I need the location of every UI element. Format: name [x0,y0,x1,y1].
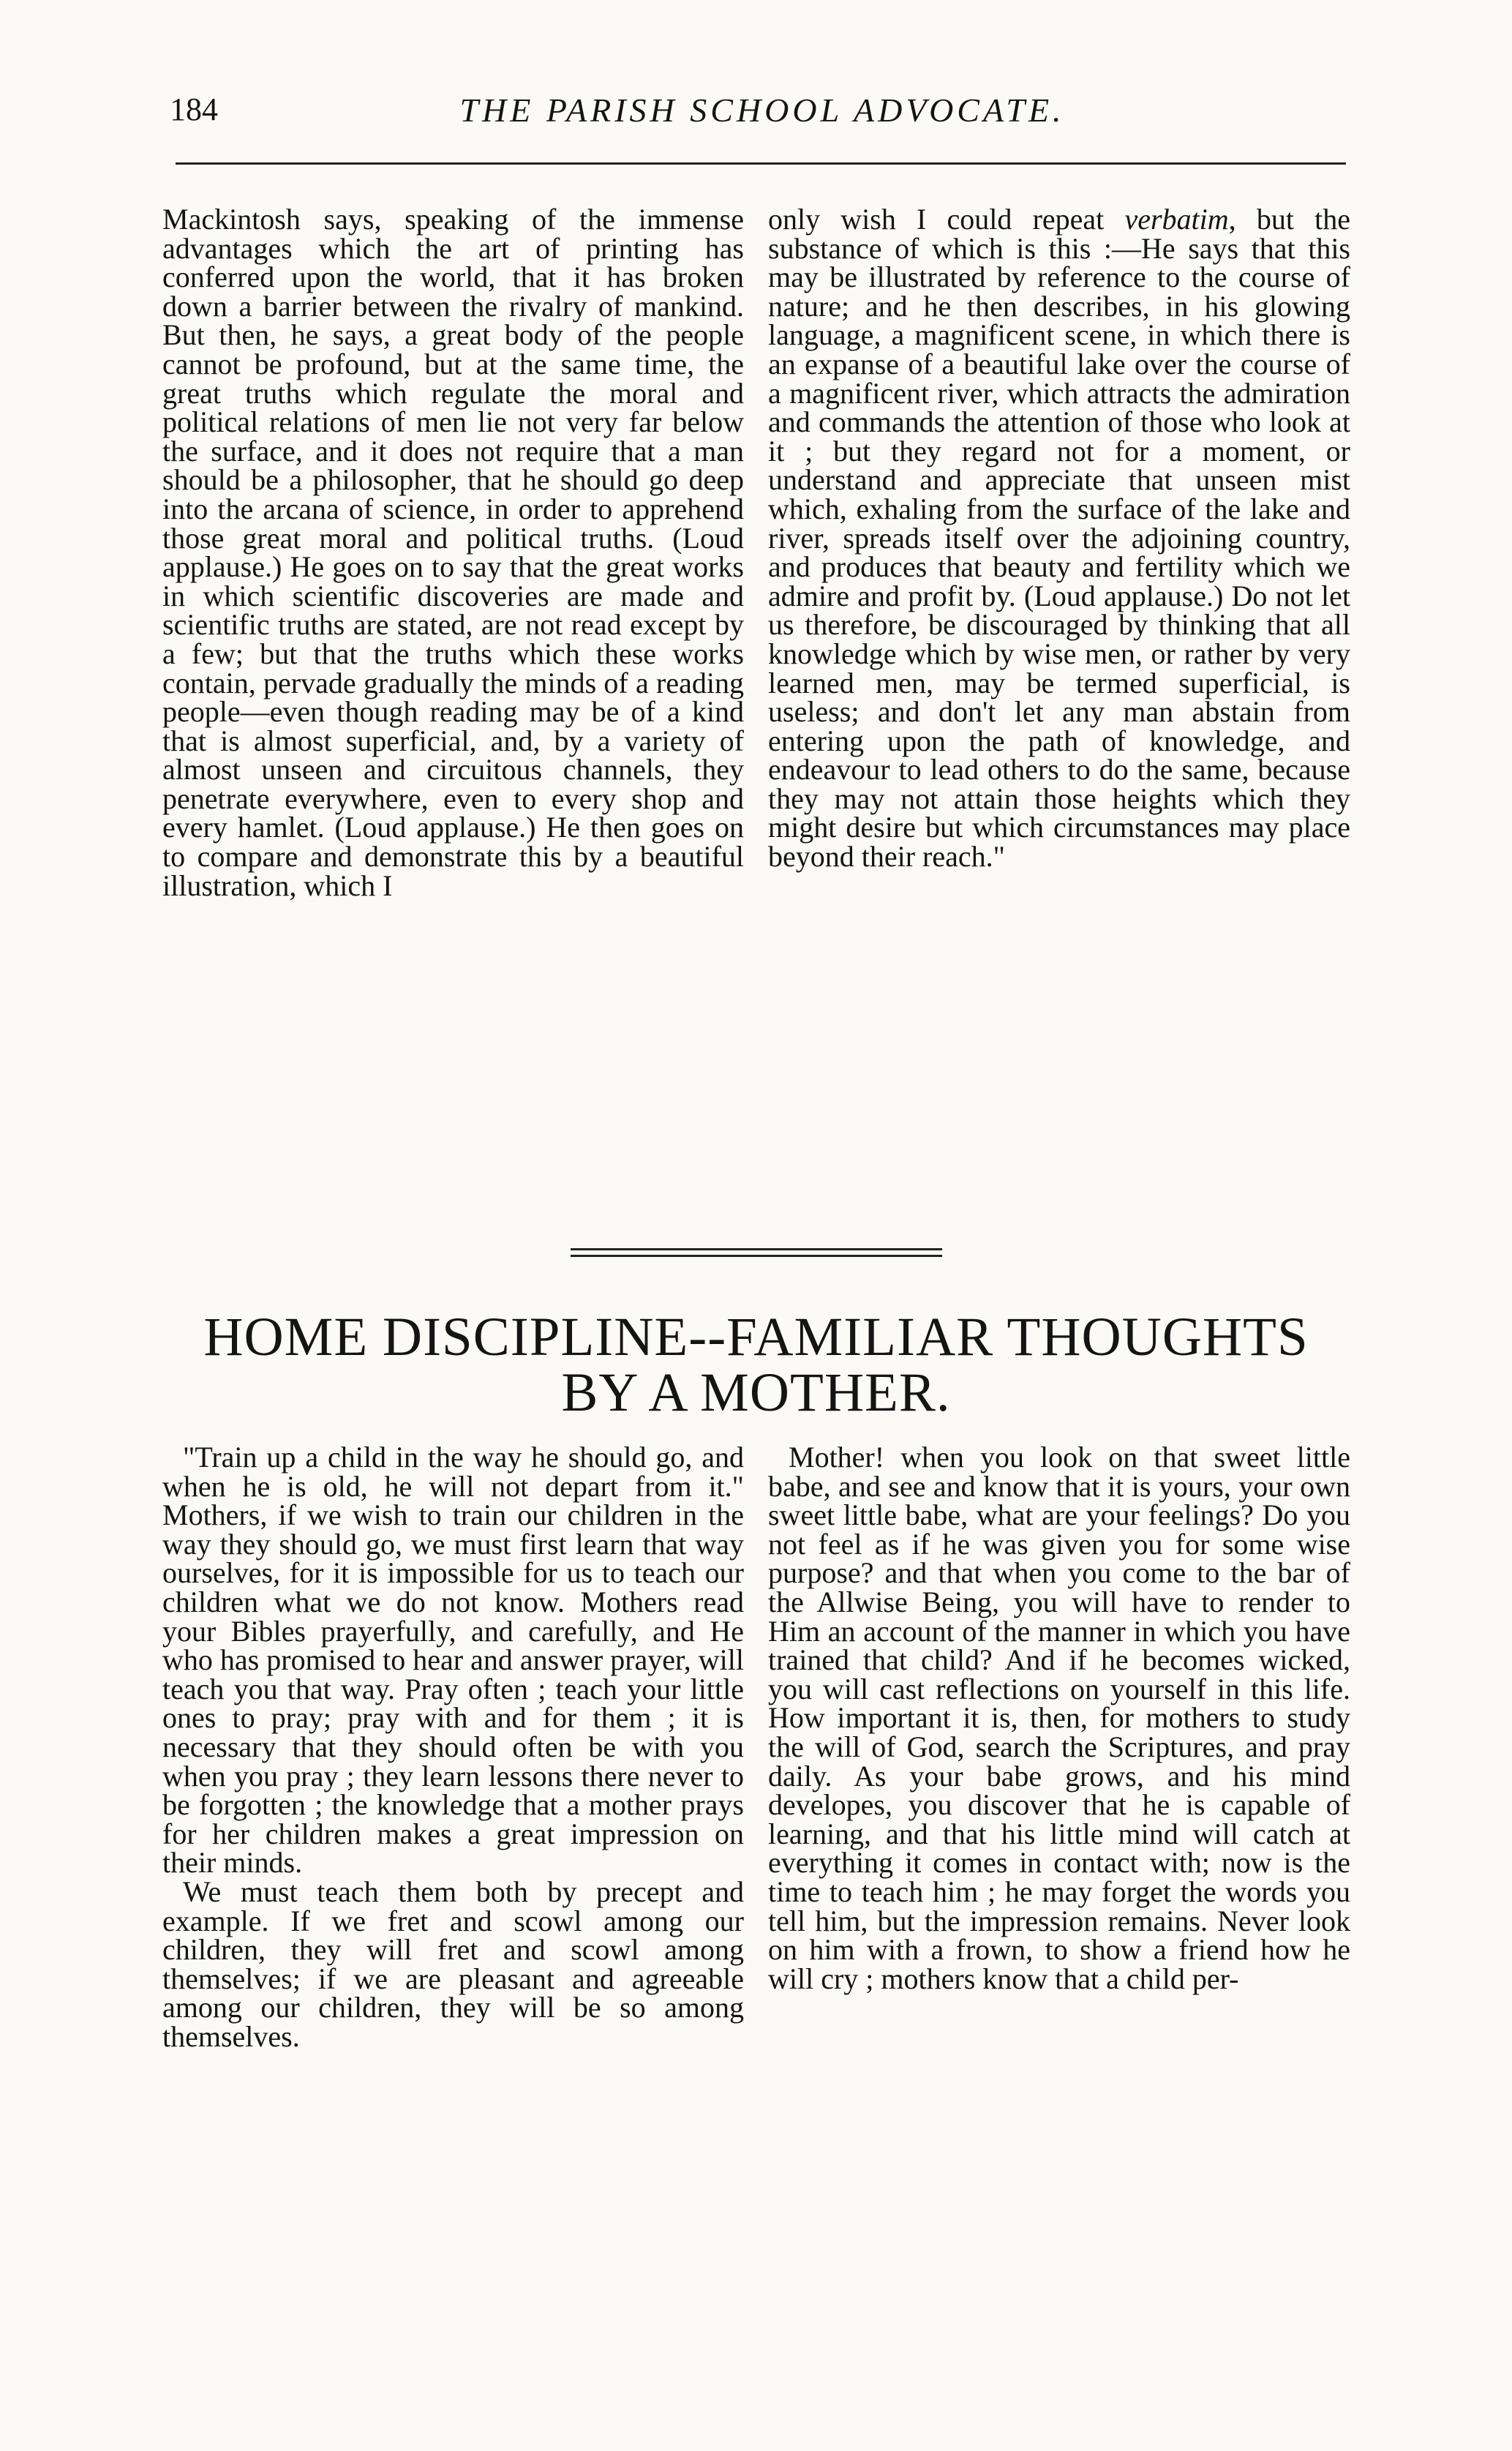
paragraph: Mackintosh says, speaking of the immense advantages which the art of printing has conferred upon the world, that it has broken down a barrier between the rivalry of mankind. But then, he says, a great body of the people cannot be profound, but at the same time, the great truths which regulate the moral and political relations of men lie not very far below the surface, and it does not require that a man should be a philosopher, that he should go deep into the arcana of science, in order to apprehend those great moral and political truths. (Loud applause.) He goes on to say that the great works in which scientific discoveries are made and scientific truths are stated, are not read except by a few; but that the truths which these works contain, pervade gradually the minds of a reading people—even though reading may be of a kind that is almost superficial, and, by a variety of almost unseen and circuitous channels, they penetrate everywhere, even to every shop and every hamlet. (Loud applause.) He then goes on to compare and demonstrate this by a beautiful illustration, which I [162,203,744,902]
article-title [146,1307,1366,1423]
page-number: 184 [170,91,218,127]
header-rule [176,162,1346,165]
paragraph: "Train up a child in the way he should go, and when he is old, he will not depart from it." Mothers, if we wish to train our children in the way they should go, we must first learn that way ourselves, for it is impossible for us to teach our children what we do not know. Mothers read your Bibles prayerfully, and carefully, and He who has promised to hear and answer prayer, will teach you that way. Pray often ; teach your little ones to pray; pray with and for them ; it is necessary that they should often be with you when you pray ; they learn lessons there never to be forgotten ; the knowledge that a mother prays for her children makes a great impression on their minds. [162,1441,744,1880]
article-left-column [162,1443,744,2051]
article-right-column [768,1443,1350,1993]
italic-word: verbatim [1124,203,1229,236]
top-left-column [162,205,744,900]
title-line-2: BY A MOTHER. [561,1362,951,1423]
paragraph: We must teach them both by precept and example. If we fret and scowl among our children, they will fret and scowl among themselves; if we are pleasant and agreeable among our children, they will be so among themselves. [162,1874,744,2053]
text-run: only wish I could repeat [768,203,1125,236]
page-header [170,86,1355,138]
paragraph [768,203,1350,874]
top-right-column [768,203,1350,874]
running-title: THE PARISH SCHOOL ADVOCATE. [459,91,1065,129]
section-divider [571,1248,942,1257]
paragraph: Mother! when you look on that sweet little babe, and see and know that it is yours, your own sweet little babe, what are your feelings? Do you not feel as if he was given you for some wise purpose? and that when you come to the bar of the Allwise Being, you will have to render to Him an account of the manner in which you have trained that child? And if he becomes wicked, you will cast reflections on yourself in this life. How important it is, then, for mothers to study the will of God, search the Scriptures, and pray daily. As your babe grows, and his mind developes, you discover that he is capable of learning, and that his little mind will catch at everything it comes in contact with; now is the time to teach him ; he may forget the words you tell him, but the impression remains. Never look on him with a frown, to show a friend how he will cry ; mothers know that a child per- [768,1441,1350,1995]
title-line-1: HOME DISCIPLINE--FAMILIAR THOUGHTS [203,1307,1309,1367]
text-run: , but the substance of which is this :—He says that this may be illustrated by reference to the course of nature; and he then describes, in his glowing language, a magnificent scene, in which there is an expanse of a beautiful lake over the course of a magnificent river, which attracts the admiration and commands the attention of those who look at it ; but they regard not for a moment, or understand and appreciate that unseen mist which, exhaling from the surface of the lake and river, spreads itself over the adjoining country, and produces that beauty and fertility which we admire and profit by. (Loud applause.) Do not let us therefore, be discouraged by thinking that all knowledge which by wise men, or rather by very learned men, may be termed superficial, is useless; and don't let any man abstain from entering upon the path of knowledge, and endeavour to lead others to do the same, because they may not attain those heights which they might desire but which circumstances may place beyond their reach." [768,203,1350,874]
